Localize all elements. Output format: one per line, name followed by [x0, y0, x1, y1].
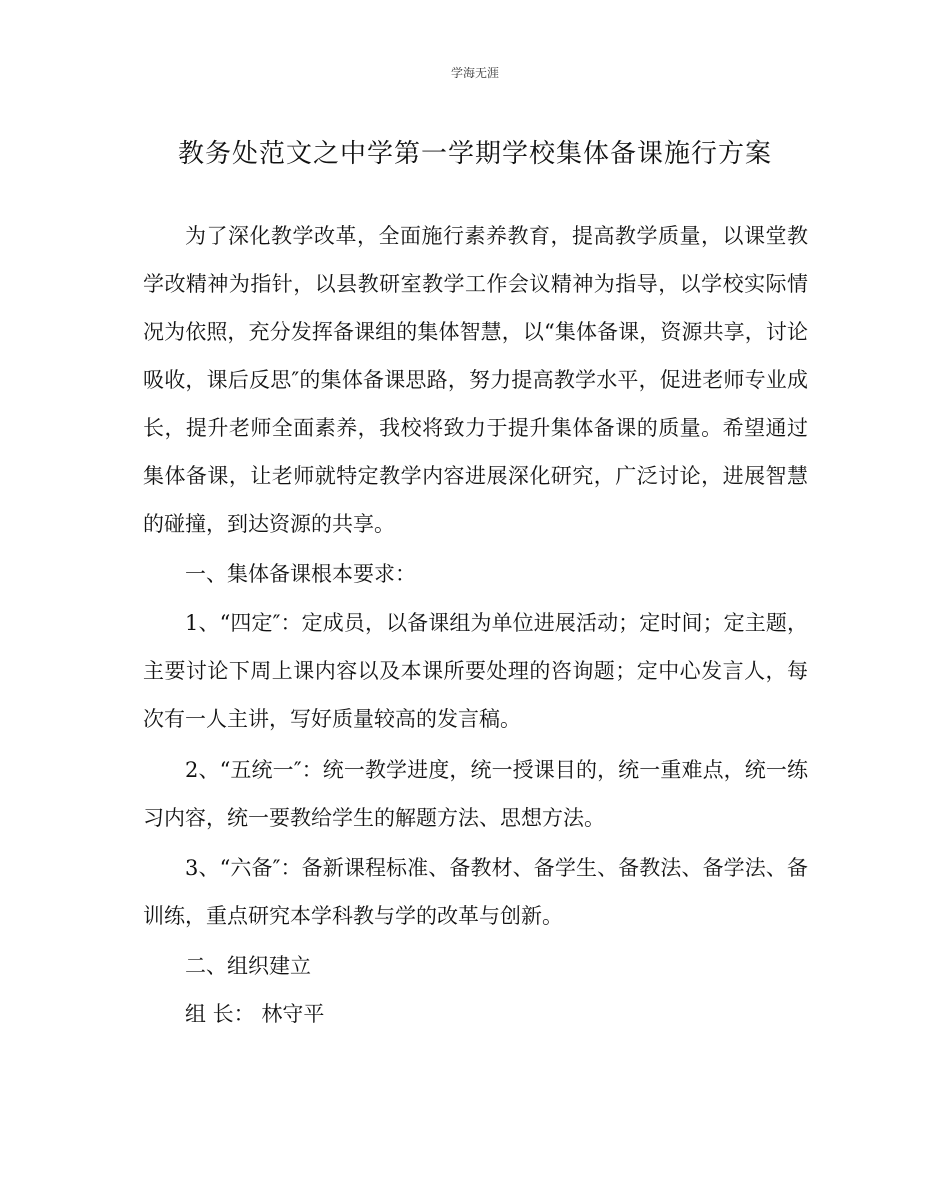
requirement-item-five-unified: 2、“五统一″：统一教学进度，统一授课目的，统一重难点，统一练习内容，统一要教给学生的解题方法、思想方法。	[143, 758, 808, 830]
intro-paragraph: 为了深化教学改革，全面施行素养教育，提高教学质量，以课堂教学改精神为指针，以县教研室教学工作会议精神为指导，以学校实际情况为依照，充分发挥备课组的集体智慧，以“集体备课，资源共享，讨论吸收，课后反思″的集体备课思路，努力提高教学水平，促进老师专业成长，提升老师全面素养，我校将致力于提升集体备课的质量。希望通过集体备课，让老师就特定教学内容进展深化研究，广泛讨论，进展智慧的碰撞，到达资源的共享。	[143, 224, 808, 536]
section-heading-organization: 二、组织建立	[185, 954, 311, 978]
requirement-item-six-prepare: 3、“六备″：备新课程标准、备教材、备学生、备教法、备学法、备训练，重点研究本学科教与学的改革与创新。	[143, 856, 808, 928]
section-heading-requirements: 一、集体备课根本要求：	[185, 562, 416, 586]
group-leader-line: 组 长： 林守平	[185, 1002, 325, 1026]
page-header: 学海无涯	[450, 66, 499, 80]
requirement-item-four-fixed: 1、“四定″：定成员，以备课组为单位进展活动；定时间；定主题，主要讨论下周上课内容以及本课所要处理的咨询题；定中心发言人，每次有一人主讲，写好质量较高的发言稿。	[143, 611, 808, 731]
document-title: 教务处范文之中学第一学期学校集体备课施行方案	[177, 139, 772, 169]
